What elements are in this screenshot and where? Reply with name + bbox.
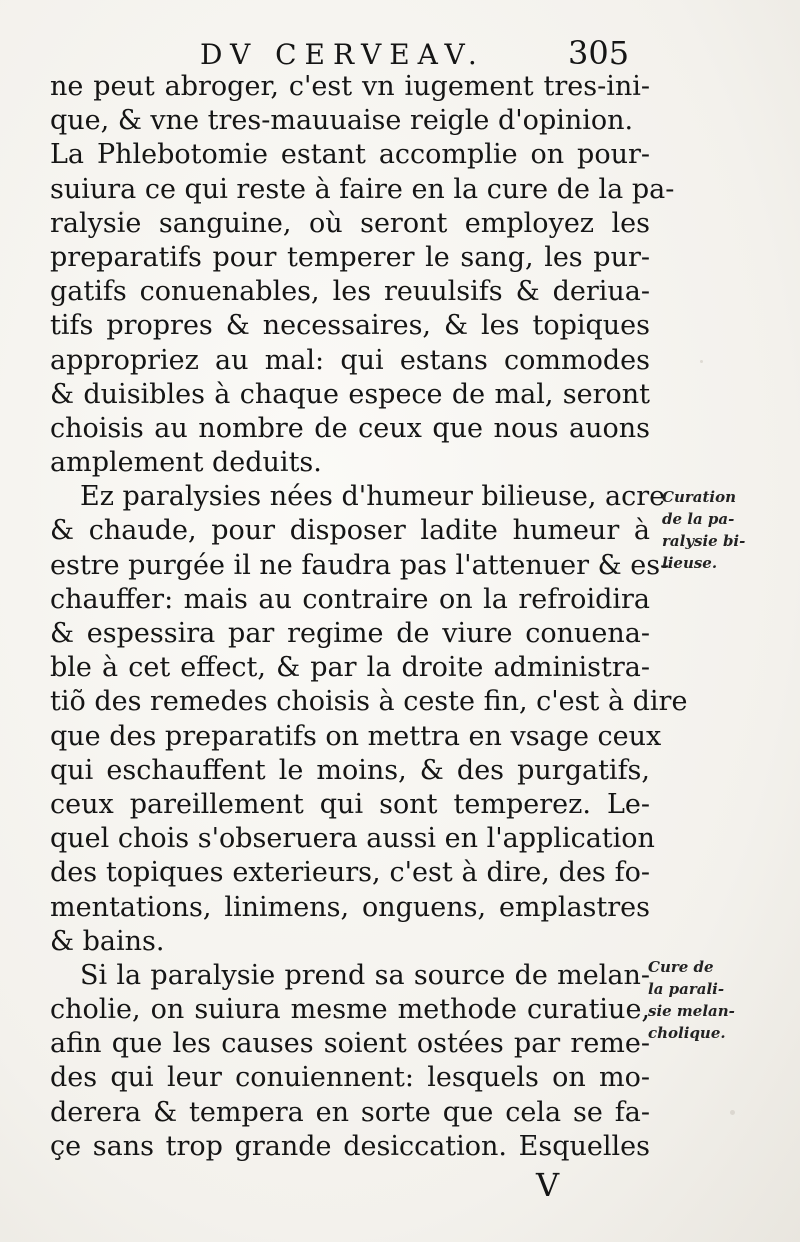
text-line: derera & tempera en sorte que cela se fa- xyxy=(50,1096,650,1128)
text-line: ralysie sanguine, où seront employez les xyxy=(50,207,650,239)
margin-note-line: de la pa- xyxy=(662,510,735,528)
margin-note-cure-melancholique xyxy=(648,956,735,1044)
text-line: mentations, linimens, onguens, emplastres xyxy=(50,891,650,923)
text-line: çe sans trop grande desiccation. Esquelles xyxy=(50,1130,650,1162)
text-line: & chaude, pour disposer ladite humeur à xyxy=(50,515,650,547)
text-line: estre purgée il ne faudra pas l'attenuer & es- xyxy=(50,549,670,581)
text-line: & espessira par regime de viure conuena- xyxy=(50,618,650,649)
margin-note-line: cholique. xyxy=(648,1024,726,1042)
signature-mark: V xyxy=(536,1166,560,1204)
text-line: suiura ce qui reste à faire en la cure de la pa- xyxy=(50,173,675,205)
margin-note-line: sie melan- xyxy=(648,1002,735,1020)
text-line: preparatifs pour temperer le sang, les pur- xyxy=(50,241,650,273)
text-line: La Phlebotomie estant accomplie on pour- xyxy=(50,139,650,171)
page-number: 305 xyxy=(568,34,630,72)
paper-speck xyxy=(700,360,703,363)
text-line: tifs propres & necessaires, & les topiques xyxy=(50,310,650,342)
margin-note-curation-bilieuse xyxy=(662,486,745,574)
text-line: afin que les causes soient ostées par reme- xyxy=(50,1028,650,1060)
text-line: cholie, on suiura mesme methode curatiue, xyxy=(50,994,650,1026)
text-line: des topiques exterieurs, c'est à dire, des fo- xyxy=(50,857,650,889)
text-line: que des preparatifs on mettra en vsage ceux xyxy=(50,720,662,752)
text-line: ble à cet effect, & par la droite administra- xyxy=(50,652,650,684)
text-line: qui eschauffent le moins, & des purgatifs, xyxy=(50,754,650,786)
text-line: que, & vne tres-mauuaise reigle d'opinion. xyxy=(50,105,634,137)
text-line: ceux pareillement qui sont temperez. Le- xyxy=(50,788,650,820)
text-line: choisis au nombre de ceux que nous auons xyxy=(50,412,650,444)
margin-note-line: la parali- xyxy=(648,980,725,998)
text-line: amplement deduits. xyxy=(50,447,322,479)
text-line: ne peut abroger, c'est vn iugement tres-ini- xyxy=(50,71,650,102)
text-line: tiõ des remedes choisis à ceste fin, c'est à dire xyxy=(50,686,688,718)
text-line: Ez paralysies nées d'humeur bilieuse, acre xyxy=(80,481,666,513)
text-line: quel chois s'obseruera aussi en l'application xyxy=(50,823,655,855)
running-title: DV CERVEAV. xyxy=(200,38,485,71)
paper-speck xyxy=(730,1110,735,1115)
text-line: appropriez au mal: qui estans commodes xyxy=(50,344,650,376)
margin-note-line: lieuse. xyxy=(662,554,718,572)
margin-note-line: ralysie bi- xyxy=(662,532,746,550)
text-line: gatifs conuenables, les reuulsifs & deriua- xyxy=(50,276,650,308)
text-line: Si la paralysie prend sa source de melan- xyxy=(80,959,650,991)
text-line: chauffer: mais au contraire on la refroidira xyxy=(50,583,650,615)
text-line: des qui leur conuiennent: lesquels on mo- xyxy=(50,1062,650,1094)
text-line: & duisibles à chaque espece de mal, seront xyxy=(50,378,650,410)
text-line: & bains. xyxy=(50,925,165,957)
margin-note-line: Curation xyxy=(662,488,737,506)
margin-note-line: Cure de xyxy=(648,958,714,976)
